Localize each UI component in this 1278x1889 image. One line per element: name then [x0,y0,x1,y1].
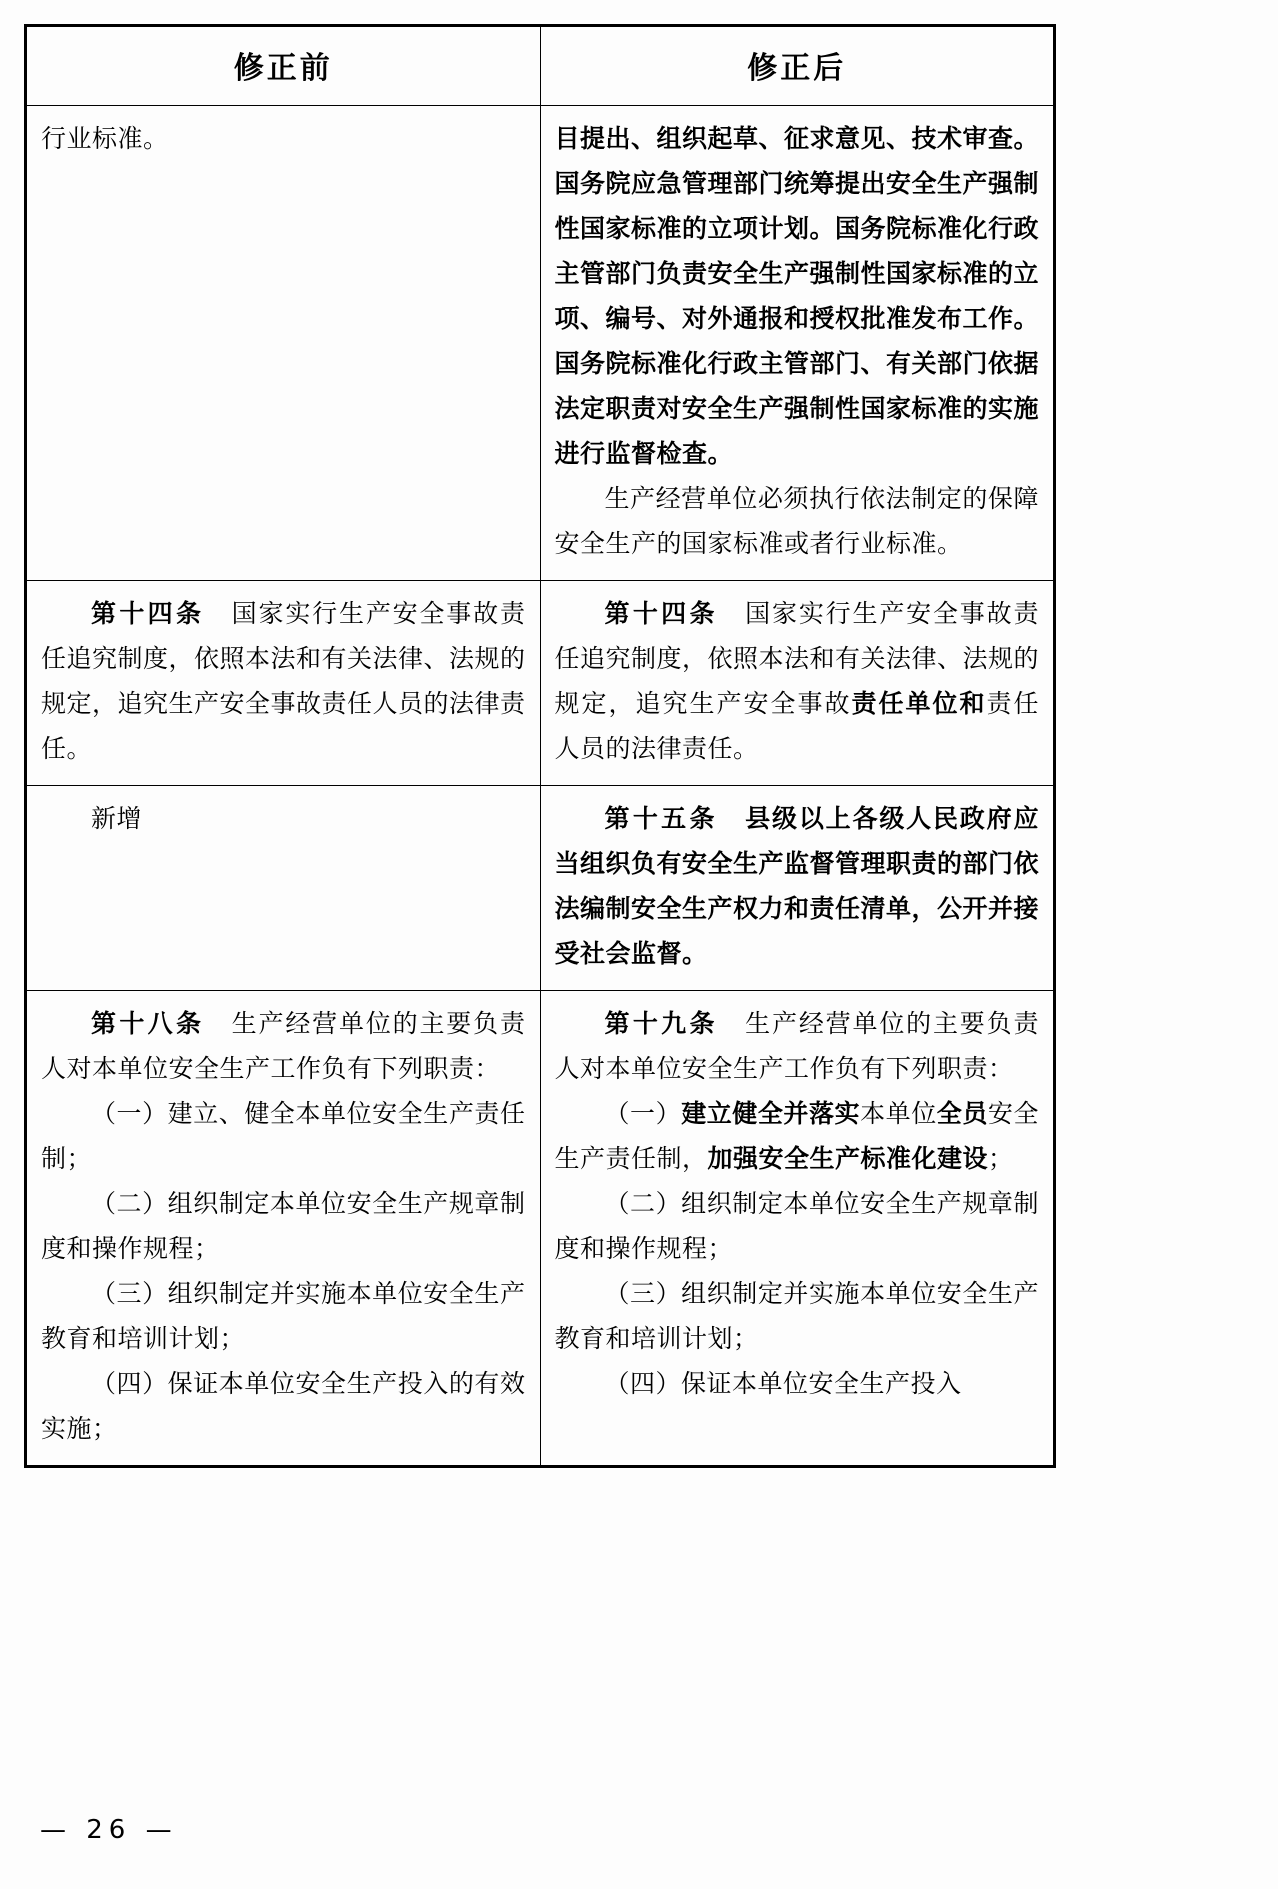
body-text: （三）组织制定并实施本单位安全生产教育和培训计划； [554,1279,1039,1353]
cell-content [541,106,1054,580]
body-text: 国家实行生产安全事故责任追究制度，依照本法和有关法律、法规的规定，追究生产安全事故 [554,599,1040,718]
cell-content [27,991,540,1465]
paragraph [41,591,526,771]
body-text: 新增 [91,804,143,833]
paragraph [555,796,1040,976]
paragraph [41,1091,526,1181]
comparison-table [27,27,1053,1465]
cell-after [540,786,1053,991]
body-text: 安全生产责任制， [554,1099,1039,1173]
paragraph [555,1271,1040,1361]
paragraph [41,116,526,161]
article-number: 第十四条 [604,599,718,628]
amendment-comparison-table [24,24,1056,1468]
amended-text: 全员 [936,1099,988,1128]
article-gap [204,1001,230,1046]
paragraph [555,1091,1040,1181]
article-gap [718,796,744,841]
body-text: 责任人员的法律责任。 [554,689,1039,763]
paragraph [555,1181,1040,1271]
body-text: 生产经营单位的主要负责人对本单位安全生产工作负有下列职责： [554,1009,1039,1083]
body-text: （一） [604,1099,682,1128]
cell-before [27,581,540,786]
amended-text: 建立健全并落实 [681,1099,861,1128]
article-gap [204,591,230,636]
table-body [27,27,1053,106]
paragraph [41,1361,526,1451]
table-header-row [27,27,1053,106]
table-row [27,786,1053,991]
paragraph [555,116,1040,476]
article-number: 第十四条 [91,599,205,628]
paragraph [555,1001,1040,1091]
cell-after [540,581,1053,786]
cell-before [27,786,540,991]
body-text: 生产经营单位的主要负责人对本单位安全生产工作负有下列职责： [41,1009,526,1083]
article-number: 第十五条 [604,804,718,833]
amended-text: 责任单位和 [851,689,987,718]
cell-before [27,991,540,1466]
body-text: （二）组织制定本单位安全生产规章制度和操作规程； [554,1189,1039,1263]
body-text: 国家实行生产安全事故责任追究制度，依照本法和有关法律、法规的规定，追究生产安全事故责任人员的法律责任。 [41,599,526,763]
paragraph [555,476,1040,566]
paragraph [555,1361,1040,1406]
cell-content [27,106,540,175]
cell-content [541,991,1054,1420]
column-header-after: 修正后 [540,27,1053,106]
page-footer: — 26 — [40,1815,178,1845]
body-text: 本单位 [860,1099,937,1128]
body-text: 生产经营单位必须执行依法制定的保障安全生产的国家标准或者行业标准。 [554,484,1039,558]
paragraph [41,1271,526,1361]
cell-content [541,786,1054,990]
table-rows-host [27,106,1053,1466]
body-text: （二）组织制定本单位安全生产规章制度和操作规程； [41,1189,526,1263]
cell-before [27,106,540,581]
article-number: 第十九条 [604,1009,718,1038]
paragraph [555,591,1040,771]
paragraph [41,796,526,841]
article-number: 第十八条 [91,1009,205,1038]
cell-content [27,786,540,855]
paragraph [41,1001,526,1091]
amended-text: 县级以上各级人民政府应当组织负有安全生产监督管理职责的部门依法编制安全生产权力和责任清单，公开并接受社会监督。 [554,804,1040,968]
body-text: ； [988,1144,1014,1173]
cell-content [27,581,540,785]
body-text: （四）保证本单位安全生产投入 [604,1369,962,1398]
cell-after [540,106,1053,581]
body-text: （一）建立、健全本单位安全生产责任制； [41,1099,526,1173]
column-header-before: 修正前 [27,27,540,106]
body-text: 行业标准。 [41,124,169,153]
amended-text: 加强安全生产标准化建设 [707,1144,989,1173]
body-text: （三）组织制定并实施本单位安全生产教育和培训计划； [41,1279,526,1353]
paragraph [41,1181,526,1271]
amended-text: 目提出、组织起草、征求意见、技术审查。国务院应急管理部门统筹提出安全生产强制性国家标准的立项计划。国务院标准化行政主管部门负责安全生产强制性国家标准的立项、编号、对外通报和授权批准发布工作。国务院标准化行政主管部门、有关部门依据法定职责对安全生产强制性国家标准的实施进行监督检查。 [554,124,1040,468]
table-row [27,106,1053,581]
article-gap [718,1001,744,1046]
table-row [27,991,1053,1466]
table-row [27,581,1053,786]
cell-content [541,581,1054,785]
body-text: （四）保证本单位安全生产投入的有效实施； [41,1369,526,1443]
article-gap [718,591,744,636]
cell-after [540,991,1053,1466]
